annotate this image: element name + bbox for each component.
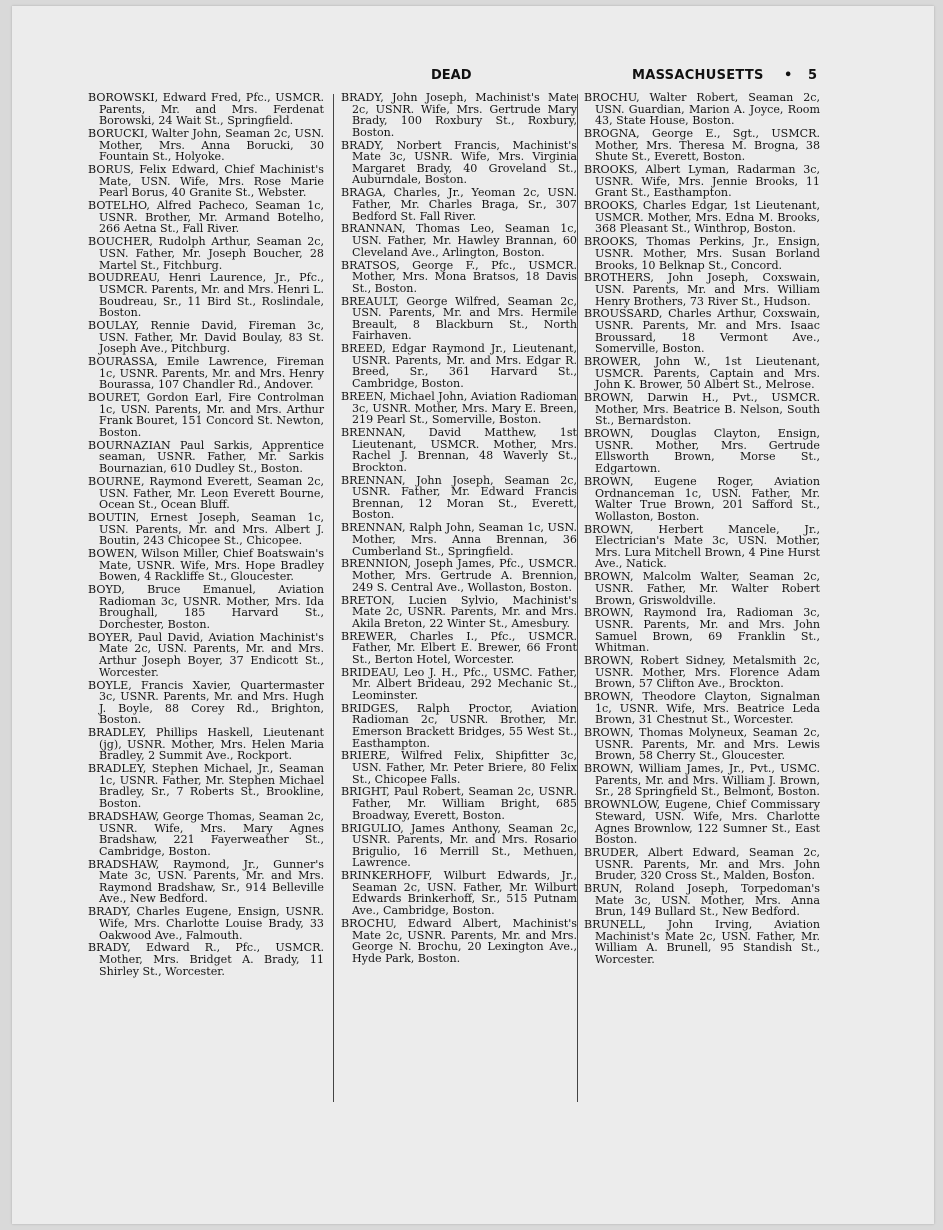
casualty-entry: BROOKS, Albert Lyman, Radarman 3c, USNR. Wife, Mrs. Jennie Brooks, 11 Grant St., Easthampton. (584, 163, 820, 200)
casualty-entry: BROWN, Raymond Ira, Radioman 3c, USNR. Parents, Mr. and Mrs. John Samuel Brown, 69 Franklin St., Whitman. (584, 606, 820, 655)
casualty-entry: BRATSOS, George F., Pfc., USMCR. Mother, Mrs. Mona Bratsos, 18 Davis St., Boston. (341, 258, 577, 295)
casualty-entry: BRADY, Norbert Francis, Machinist's Mate 3c, USNR. Wife, Mrs. Virginia Margaret Brady, 40 Groveland St., Auburndale, Boston. (341, 138, 577, 187)
casualty-entry: BRIDGES, Ralph Proctor, Aviation Radioman 2c, USNR. Brother, Mr. Emerson Brackett Bridges, 55 West St., Easthampton. (341, 701, 577, 750)
casualty-entry: BOROWSKI, Edward Fred, Pfc., USMCR. Parents, Mr. and Mrs. Ferdenat Borowski, 24 Wait St., Springfield. (88, 91, 324, 128)
casualty-entry: BROWN, Robert Sidney, Metalsmith 2c, USNR. Mother, Mrs. Florence Adam Brown, 57 Clifton Ave., Brockton. (584, 654, 820, 691)
casualty-entry: BRIGHT, Paul Robert, Seaman 2c, USNR. Father, Mr. William Bright, 685 Broadway, Everett, Boston. (341, 785, 577, 822)
casualty-entry: BRIDEAU, Leo J. H., Pfc., USMC. Father, Mr. Albert Brideau, 292 Mechanic St., Leominster. (341, 665, 577, 702)
casualty-entry: BRUDER, Albert Edward, Seaman 2c, USNR. Parents, Mr. and Mrs. John Bruder, 320 Cross St., Malden, Boston. (584, 846, 820, 883)
casualty-entry: BROUSSARD, Charles Arthur, Coxswain, USNR. Parents, Mr. and Mrs. Isaac Broussard, 18 Vermont Ave., Somerville, Boston. (584, 307, 820, 356)
casualty-entry: BOURASSA, Emile Lawrence, Fireman 1c, USNR. Parents, Mr. and Mrs. Henry Bourassa, 107 Chandler Rd., Andover. (88, 355, 324, 392)
column-3 (584, 92, 820, 967)
casualty-entry: BOUDREAU, Henri Laurence, Jr., Pfc., USMCR. Parents, Mr. and Mrs. Henri L. Boudreau, Sr., 11 Bird St., Roslindale, Boston. (88, 271, 324, 320)
casualty-entry: BROWN, Herbert Mancele, Jr., Electrician's Mate 3c, USN. Mother, Mrs. Lura Mitchell Brown, 4 Pine Hurst Ave., Natick. (584, 522, 820, 571)
casualty-entry: BROWN, Darwin H., Pvt., USMCR. Mother, Mrs. Beatrice B. Nelson, South St., Bernardston. (584, 391, 820, 428)
casualty-entry: BRUN, Roland Joseph, Torpedoman's Mate 3c, USN. Mother, Mrs. Anna Brun, 149 Bullard St., New Bedford. (584, 882, 820, 919)
casualty-entry: BROWN, William James, Jr., Pvt., USMC. Parents, Mr. and Mrs. William J. Brown, Sr., 28 Springfield St., Belmont, Boston. (584, 762, 820, 799)
casualty-entry: BOURET, Gordon Earl, Fire Controlman 1c, USN. Parents, Mr. and Mrs. Arthur Frank Bouret, 151 Concord St. Newton, Boston. (88, 391, 324, 439)
state-title: MASSACHUSETTS (632, 68, 764, 83)
casualty-entry: BROOKS, Charles Edgar, 1st Lieutenant, USMCR. Mother, Mrs. Edna M. Brooks, 368 Pleasant St., Winthrop, Boston. (584, 199, 820, 236)
casualty-entry: BOYLE, Francis Xavier, Quartermaster 3c, USNR. Parents, Mr. and Mrs. Hugh J. Boyle, 88 Corey Rd., Brighton, Boston. (88, 678, 324, 727)
casualty-entry: BREEN, Michael John, Aviation Radioman 3c, USNR. Mother, Mrs. Mary E. Breen, 219 Pearl St., Somerville, Boston. (341, 389, 577, 427)
casualty-entry: BROWNLOW, Eugene, Chief Commissary Steward, USN. Wife, Mrs. Charlotte Agnes Brownlow, 122 Sumner St., East Boston. (584, 798, 820, 847)
casualty-entry: BROWER, John W., 1st Lieutenant, USMCR. Parents, Captain and Mrs. John K. Brower, 50 Albert St., Melrose. (584, 355, 820, 392)
page-number: 5 (808, 68, 818, 83)
casualty-entry: BREWER, Charles I., Pfc., USMCR. Father, Mr. Elbert E. Brewer, 66 Front St., Berton Hotel, Worcester. (341, 629, 577, 666)
casualty-entry: BOULAY, Rennie David, Fireman 3c, USN. Father, Mr. David Boulay, 83 St. Joseph Ave., Pitchburg. (88, 319, 324, 356)
casualty-entry: BOWEN, Wilson Miller, Chief Boatswain's Mate, USNR. Wife, Mrs. Hope Bradley Bowen, 4 Rackliffe St., Gloucester. (88, 547, 324, 584)
casualty-entry: BRADSHAW, Raymond, Jr., Gunner's Mate 3c, USN. Parents, Mr. and Mrs. Raymond Bradshaw, Sr., 914 Belleville Ave., New Bedford. (88, 857, 324, 906)
document-page (12, 6, 934, 1224)
casualty-entry: BROTHERS, John Joseph, Coxswain, USN. Parents, Mr. and Mrs. William Henry Brothers, 73 River St., Hudson. (584, 271, 820, 308)
casualty-entry: BROWN, Eugene Roger, Aviation Ordnanceman 1c, USN. Father, Mr. Walter True Brown, 201 Safford St., Wollaston, Boston. (584, 474, 820, 523)
page-header (12, 68, 934, 92)
casualty-entry: BROWN, Malcolm Walter, Seaman 2c, USNR. Father, Mr. Walter Robert Brown, Griswoldville. (584, 570, 820, 607)
casualty-entry: BROOKS, Thomas Perkins, Jr., Ensign, USNR. Mother, Mrs. Susan Borland Brooks, 10 Belknap St., Concord. (584, 235, 820, 272)
casualty-entry: BRENNAN, Ralph John, Seaman 1c, USN. Mother, Mrs. Anna Brennan, 36 Cumberland St., Springfield. (341, 521, 577, 558)
casualty-entry: BOYD, Bruce Emanuel, Aviation Radioman 3c, USNR. Mother, Mrs. Ida Broughall, 185 Harvard St., Dorchester, Boston. (88, 583, 324, 631)
casualty-entry: BRETON, Lucien Sylvio, Machinist's Mate 2c, USNR. Parents, Mr. and Mrs. Akila Breton, 22 Winter St., Amesbury. (341, 593, 577, 630)
column-1 (88, 92, 324, 978)
casualty-entry: BRANNAN, Thomas Leo, Seaman 1c, USN. Father, Mr. Hawley Brannan, 60 Cleveland Ave., Arlington, Boston. (341, 222, 577, 259)
casualty-entry: BROGNA, George E., Sgt., USMCR. Mother, Mrs. Theresa M. Brogna, 38 Shute St., Everett, Boston. (584, 127, 820, 164)
casualty-entry: BOURNE, Raymond Everett, Seaman 2c, USN. Father, Mr. Leon Everett Bourne, Ocean St., Ocean Bluff. (88, 474, 324, 512)
casualty-entry: BOTELHO, Alfred Pacheco, Seaman 1c, USNR. Brother, Mr. Armand Botelho, 266 Aetna St., Fall River. (88, 199, 324, 236)
casualty-entry: BROCHU, Walter Robert, Seaman 2c, USN. Guardian, Marion A. Joyce, Room 43, State House, Boston. (584, 91, 820, 128)
section-title: DEAD (431, 68, 472, 83)
casualty-entry: BRUNELL, John Irving, Aviation Machinist's Mate 2c, USN. Father, Mr. William A. Brunell, 95 Standish St., Worcester. (584, 918, 820, 966)
casualty-entry: BRADLEY, Phillips Haskell, Lieutenant (jg), USNR. Mother, Mrs. Helen Maria Bradley, 2 Summit Ave., Rockport. (88, 726, 324, 763)
column-divider (577, 94, 578, 1102)
casualty-entry: BRENNAN, David Matthew, 1st Lieutenant, USMCR. Mother, Mrs. Rachel J. Brennan, 48 Waverly St., Brockton. (341, 426, 577, 474)
casualty-entry: BROWN, Douglas Clayton, Ensign, USNR. Mother, Mrs. Gertrude Ellsworth Brown, Morse St., Edgartown. (584, 427, 820, 476)
casualty-entry: BROCHU, Edward Albert, Machinist's Mate 2c, USNR. Parents, Mr. and Mrs. George N. Brochu, 20 Lexington Ave., Hyde Park, Boston. (341, 916, 577, 965)
casualty-entry: BRADY, John Joseph, Machinist's Mate 2c, USNR. Wife, Mrs. Gertrude Mary Brady, 100 Roxbury St., Roxbury, Boston. (341, 91, 577, 139)
casualty-entry: BROWN, Thomas Molyneux, Seaman 2c, USNR. Parents, Mr. and Mrs. Lewis Brown, 58 Cherry St., Gloucester. (584, 726, 820, 763)
casualty-entry: BREED, Edgar Raymond Jr., Lieutenant, USNR. Parents, Mr. and Mrs. Edgar R. Breed, Sr., 361 Harvard St., Cambridge, Boston. (341, 342, 577, 391)
casualty-entry: BRADLEY, Stephen Michael, Jr., Seaman 1c, USNR. Father, Mr. Stephen Michael Bradley, Sr., 7 Roberts St., Brookline, Boston. (88, 762, 324, 811)
casualty-entry: BRADY, Charles Eugene, Ensign, USNR. Wife, Mrs. Charlotte Louise Brady, 33 Oakwood Ave., Falmouth. (88, 905, 324, 942)
casualty-entry: BRAGA, Charles, Jr., Yeoman 2c, USN. Father, Mr. Charles Braga, Sr., 307 Bedford St. Fall River. (341, 186, 577, 223)
casualty-entry: BORUCKI, Walter John, Seaman 2c, USN. Mother, Mrs. Anna Borucki, 30 Fountain St., Holyoke. (88, 127, 324, 164)
casualty-entry: BRADSHAW, George Thomas, Seaman 2c, USNR. Wife, Mrs. Mary Agnes Bradshaw, 221 Fayerweather St., Cambridge, Boston. (88, 809, 324, 858)
casualty-entry: BOURNAZIAN Paul Sarkis, Apprentice seaman, USNR. Father, Mr. Sarkis Bournazian, 610 Dudley St., Boston. (88, 438, 324, 476)
casualty-entry: BRINKERHOFF, Wilburt Edwards, Jr., Seaman 2c, USN. Father, Mr. Wilburt Edwards Brinkerhoff, Sr., 515 Putnam Ave., Cambridge, Boston. (341, 869, 577, 918)
column-divider (333, 94, 334, 1102)
casualty-entry: BREAULT, George Wilfred, Seaman 2c, USN. Parents, Mr. and Mrs. Hermile Breault, 8 Blackburn St., North Fairhaven. (341, 294, 577, 343)
casualty-entry: BOUTIN, Ernest Joseph, Seaman 1c, USN. Parents, Mr. and Mrs. Albert J. Boutin, 243 Chicopee St., Chicopee. (88, 511, 324, 548)
casualty-entry: BORUS, Felix Edward, Chief Machinist's Mate, USN. Wife, Mrs. Rose Marie Pearl Borus, 40 Granite St., Webster. (88, 163, 324, 200)
casualty-entry: BROWN, Theodore Clayton, Signalman 1c, USNR. Wife, Mrs. Beatrice Leda Brown, 31 Chestnut St., Worcester. (584, 690, 820, 727)
casualty-entry: BRADY, Edward R., Pfc., USMCR. Mother, Mrs. Bridget A. Brady, 11 Shirley St., Worcester. (88, 941, 324, 978)
casualty-entry: BRENNAN, John Joseph, Seaman 2c, USNR. Father, Mr. Edward Francis Brennan, 12 Moran St., Everett, Boston. (341, 473, 577, 522)
casualty-entry: BRIGULIO, James Anthony, Seaman 2c, USNR. Parents, Mr. and Mrs. Rosario Brigulio, 16 Merrill St., Methuen, Lawrence. (341, 821, 577, 870)
casualty-entry: BOUCHER, Rudolph Arthur, Seaman 2c, USN. Father, Mr. Joseph Boucher, 28 Martel St., Fitchburg. (88, 235, 324, 272)
casualty-entry: BRIERE, Wilfred Felix, Shipfitter 3c, USN. Father, Mr. Peter Briere, 80 Felix St., Chicopee Falls. (341, 749, 577, 786)
casualty-entry: BOYER, Paul David, Aviation Machinist's Mate 2c, USN. Parents, Mr. and Mrs. Arthur Joseph Boyer, 37 Endicott St., Worcester. (88, 630, 324, 679)
casualty-entry: BRENNION, Joseph James, Pfc., USMCR. Mother, Mrs. Gertrude A. Brennion, 249 S. Central Ave., Wollaston, Boston. (341, 557, 577, 594)
column-2 (341, 92, 577, 966)
header-bullet: • (784, 68, 793, 83)
